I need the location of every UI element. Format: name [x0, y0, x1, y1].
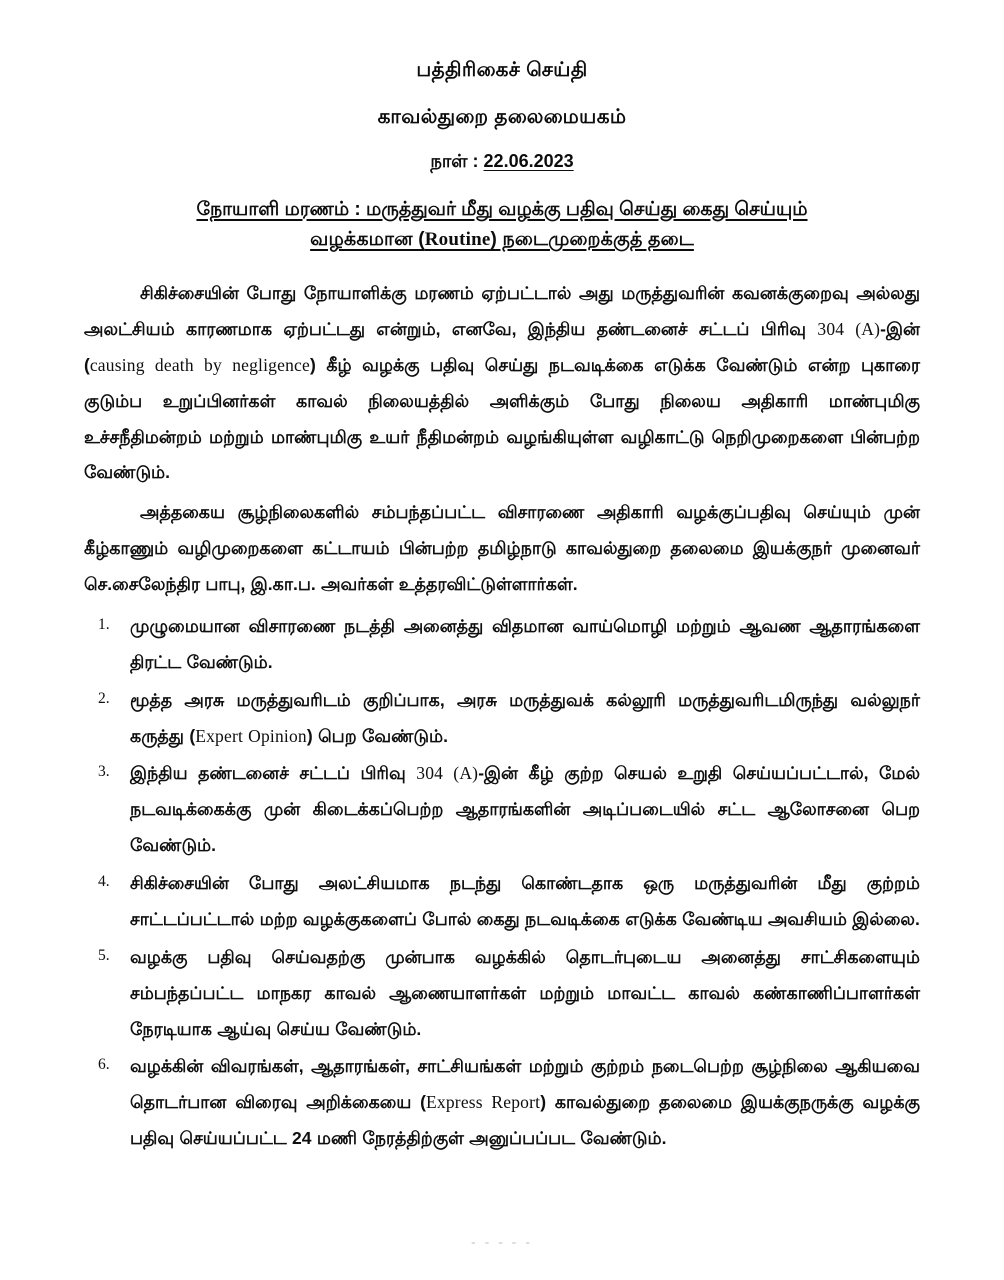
- list-item-number: 4.: [98, 873, 110, 891]
- press-release-heading: பத்திரிகைச் செய்தி: [416, 59, 588, 81]
- ipc-section-reference: 304 (A): [817, 318, 881, 339]
- list-item-number: 2.: [98, 689, 110, 707]
- directives-list: [84, 609, 920, 1157]
- list-item-3-segment-2: -இன் கீழ் குற்ற செயல் உறுதி செய்யப்பட்டால், மேல் நடவடிக்கைக்கு முன் கிடைக்கப்பெற்ற ஆதாரங்களின் அடிப்படையில் சட்ட ஆலோசனை பெற வேண்டும்.: [130, 763, 920, 856]
- list-item: [84, 609, 920, 681]
- list-item-text: [130, 683, 920, 755]
- page-title-routine-term: Routine: [424, 229, 491, 251]
- page-title-line-2-pre: வழக்கமான (: [310, 229, 425, 251]
- page-title-line-2-post: ) நடைமுறைக்குத் தடை: [490, 229, 694, 251]
- list-item-text: [130, 940, 920, 1048]
- date-value: 22.06.2023: [483, 151, 574, 171]
- list-item-number: 6.: [98, 1056, 110, 1074]
- list-item-text: [130, 609, 920, 681]
- list-item: [84, 683, 920, 755]
- department-heading: காவல்துறை தலைமையகம்: [377, 106, 627, 128]
- page-title-line-1: நோயாளி மரணம் : மருத்துவர் மீது வழக்கு பதிவு செய்து கைது செய்யும்: [196, 198, 808, 220]
- page-title-line-2: [90, 225, 914, 256]
- date-label: நாள் :: [430, 151, 484, 171]
- list-item: [84, 866, 920, 938]
- paragraph-1-segment-2: -இன் (: [84, 318, 920, 375]
- list-item-6-segment-1: வழக்கின் விவரங்கள், ஆதாரங்கள், சாட்சியங்கள் மற்றும் குற்றம் நடைபெற்ற சூழ்நிலை ஆகியவை தொடர்பான விரைவு அறிக்கையை (: [130, 1056, 920, 1113]
- footer-separator: - - - - -: [471, 1234, 533, 1249]
- list-item-3-segment-1: இந்திய தண்டனைச் சட்டப் பிரிவு: [130, 763, 417, 784]
- document-body: [84, 276, 920, 1157]
- list-item: [84, 940, 920, 1048]
- paragraph-2: [84, 495, 920, 603]
- negligence-phrase: causing death by negligence: [89, 354, 310, 375]
- date-line: [84, 150, 920, 173]
- paragraph-1-segment-3: ) கீழ் வழக்கு பதிவு செய்து நடவடிக்கை எடுக்க வேண்டும் என்ற புகாரை குடும்ப உறுப்பினர்கள் காவல் நிலையத்தில் அளிக்கும் போது நிலைய அதிகாரி மாண்புமிகு உச்சநீதிமன்றம் மற்றும் மாண்புமிகு உயர் நீதிமன்றம் வழங்கியுள்ள வழிகாட்டு நெறிமுறைகளை பின்பற்ற வேண்டும்.: [84, 354, 920, 483]
- expert-opinion-term: Expert Opinion: [195, 725, 307, 746]
- express-report-term: Express Report: [426, 1092, 541, 1113]
- document-header: [84, 58, 920, 256]
- list-item-2-segment-1: மூத்த அரசு மருத்துவரிடம் குறிப்பாக, அரசு மருத்துவக் கல்லூரி மருத்துவரிடமிருந்து வல்லுநர் கருத்து (: [130, 689, 920, 746]
- list-item: [84, 1049, 920, 1157]
- list-item: [84, 756, 920, 864]
- list-item-number: 1.: [98, 615, 110, 633]
- list-item-text: [130, 1049, 920, 1157]
- list-item-5-segment-1: வழக்கு பதிவு செய்வதற்கு முன்பாக வழக்கில் தொடர்புடைய அனைத்து சாட்சிகளையும் சம்பந்தப்பட்ட மாநகர காவல் ஆணையாளர்கள் மற்றும் மாவட்ட காவல் கண்காணிப்பாளர்கள் நேரடியாக ஆய்வு செய்ய வேண்டும்.: [130, 946, 920, 1039]
- ipc-section-reference: 304 (A): [416, 763, 479, 784]
- list-item-number: 5.: [98, 946, 110, 964]
- paragraph-1: [84, 276, 920, 491]
- page-title: [84, 195, 920, 257]
- paragraph-1-segment-1: சிகிச்சையின் போது நோயாளிக்கு மரணம் ஏற்பட்டால் அது மருத்துவரின் கவனக்குறைவு அல்லது அலட்சியம் காரணமாக ஏற்பட்டது என்றும், எனவே, இந்திய தண்டனைச் சட்டப் பிரிவு: [84, 283, 920, 339]
- list-item-2-segment-2: ) பெற வேண்டும்.: [306, 725, 448, 746]
- paragraph-2-segment-1: அத்தகைய சூழ்நிலைகளில் சம்பந்தப்பட்ட விசாரணை அதிகாரி வழக்குப்பதிவு செய்யும் முன் கீழ்காணும் வழிமுறைகளை கட்டாயம் பின்பற்ற தமிழ்நாடு காவல்துறை தலைமை இயக்குநர் முனைவர் செ.சைலேந்திர பாபு, இ.கா.ப. அவர்கள் உத்தரவிட்டுள்ளார்கள்.: [84, 502, 920, 595]
- list-item-number: 3.: [98, 763, 110, 781]
- list-item-4-segment-1: சிகிச்சையின் போது அலட்சியமாக நடந்து கொண்டதாக ஒரு மருத்துவரின் மீது குற்றம் சாட்டப்பட்டால் மற்ற வழக்குகளைப் போல் கைது நடவடிக்கை எடுக்க வேண்டிய அவசியம் இல்லை.: [130, 873, 920, 929]
- list-item-text: [130, 866, 920, 938]
- list-item-1-segment-1: முழுமையான விசாரணை நடத்தி அனைத்து விதமான வாய்மொழி மற்றும் ஆவண ஆதாரங்களை திரட்ட வேண்டும்.: [130, 615, 920, 672]
- list-item-6-segment-2: ) காவல்துறை தலைமை இயக்குநருக்கு வழக்கு பதிவு செய்யப்பட்ட 24 மணி நேரத்திற்குள் அனுப்பப்பட வேண்டும்.: [130, 1092, 920, 1149]
- list-item-text: [130, 756, 920, 864]
